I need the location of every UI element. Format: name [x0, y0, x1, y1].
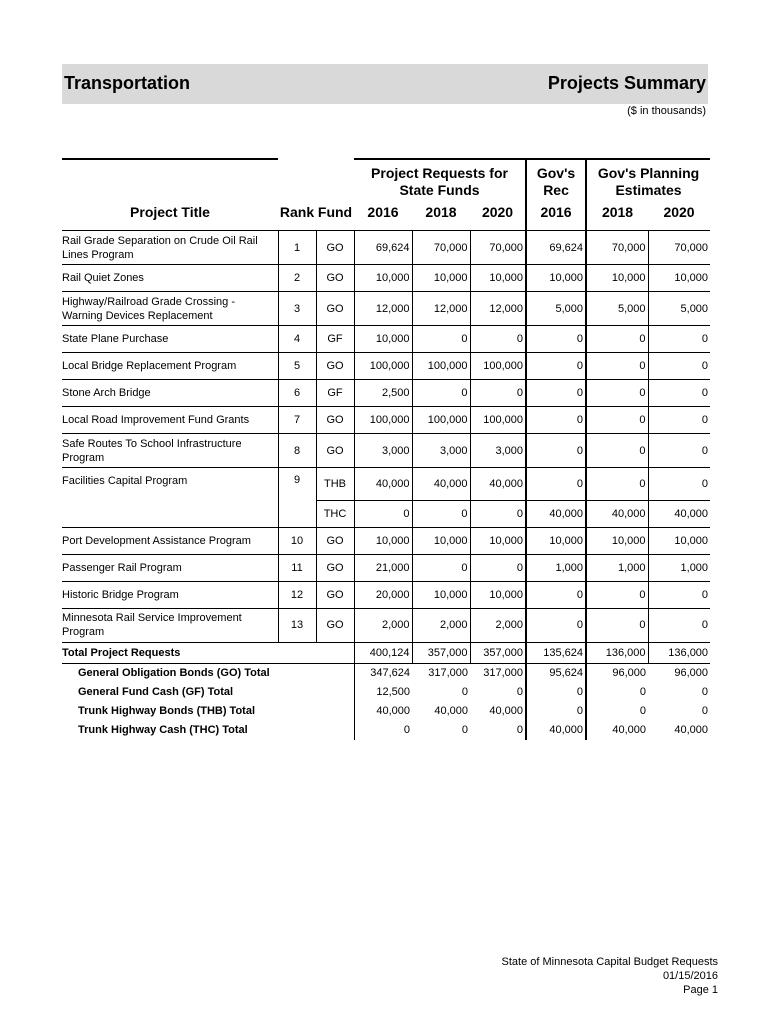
table-row: [62, 231, 710, 265]
value-cell-p2020: 0: [648, 353, 710, 380]
value-cell-p2020: 5,000: [648, 292, 710, 326]
subtotal-value-p2018: 96,000: [586, 663, 648, 683]
header-blank: [62, 159, 278, 204]
value-cell-r2016: 20,000: [354, 581, 412, 608]
project-title-cell: Facilities Capital Program: [62, 475, 188, 487]
value-cell-r2018: 40,000: [412, 468, 470, 501]
value-cell-p2018: 0: [586, 407, 648, 434]
total-value-r2016: 400,124: [354, 642, 412, 663]
subtotal-value-r2016: 0: [354, 721, 412, 740]
subtotal-value-r2016: 347,624: [354, 663, 412, 683]
table-row: [62, 265, 710, 292]
subtotal-value-r2018: 317,000: [428, 667, 468, 679]
table-row: [62, 407, 710, 434]
value-cell-r2018: 2,000: [412, 608, 470, 642]
table-row: [62, 527, 710, 554]
fund-cell: GF: [316, 380, 354, 407]
total-value-r2018: 357,000: [412, 642, 470, 663]
footer-date: 01/15/2016: [662, 970, 718, 982]
subtotal-label: Trunk Highway Cash (THC) Total: [78, 724, 248, 736]
subtotal-value-r2016: 40,000: [354, 702, 412, 721]
value-cell-p2020: 0: [648, 608, 710, 642]
value-cell-r2016: 100,000: [354, 353, 412, 380]
value-cell-p2020: 0: [648, 380, 710, 407]
value-cell-p2020: 0: [648, 407, 710, 434]
project-title-cell: Local Bridge Replacement Program: [62, 353, 278, 380]
value-cell-p2018: 70,000: [586, 231, 648, 265]
rank-cell: 7: [278, 407, 316, 434]
rank-cell: 10: [278, 527, 316, 554]
value-cell-p2020: 10,000: [648, 265, 710, 292]
fund-cell: GO: [316, 581, 354, 608]
rank-cell: 12: [278, 581, 316, 608]
project-title-cell: Highway/Railroad Grade Crossing - Warning Devices Replacement: [62, 292, 278, 326]
col-header-plan-2018: 2018: [586, 204, 648, 231]
group-header-requests: Project Requests for State Funds: [354, 159, 526, 204]
rank-cell: 9: [278, 468, 316, 501]
value-cell-r2020: 10,000: [470, 265, 526, 292]
value-cell-r2018: 12,000: [412, 292, 470, 326]
value-cell-p2020: 70,000: [648, 231, 710, 265]
fund-cell: GO: [316, 554, 354, 581]
subtotal-value-g2016: 0: [526, 683, 586, 702]
value-cell-p2018: 0: [586, 434, 648, 468]
value-cell-p2020: 0: [648, 434, 710, 468]
value-cell-g2016: 0: [526, 380, 586, 407]
value-cell-p2018: 10,000: [586, 527, 648, 554]
value-cell-r2016: 10,000: [354, 265, 412, 292]
value-cell-r2016: 2,500: [354, 380, 412, 407]
rank-cell: 2: [278, 265, 316, 292]
table-row: [62, 581, 710, 608]
rank-cell: 13: [278, 608, 316, 642]
total-value-p2020: 136,000: [648, 642, 710, 663]
value-cell-r2020: 0: [470, 380, 526, 407]
value-cell-g2016: 0: [526, 468, 586, 501]
subtotal-value-p2018: 40,000: [586, 721, 648, 740]
value-cell-r2020: 10,000: [470, 527, 526, 554]
fund-cell: GO: [316, 292, 354, 326]
value-cell-g2016: 10,000: [526, 265, 586, 292]
subtotal-value-p2020: 96,000: [674, 667, 709, 679]
value-cell-r2018: 3,000: [412, 434, 470, 468]
value-cell-p2020: 40,000: [648, 500, 710, 527]
subtotal-value-r2020: 40,000: [489, 705, 524, 717]
table-row: [62, 353, 710, 380]
fund-cell: THC: [316, 500, 354, 527]
value-cell-g2016: 10,000: [526, 527, 586, 554]
value-cell-r2020: 40,000: [470, 468, 526, 501]
project-title-cell: Passenger Rail Program: [62, 554, 278, 581]
col-header-fund: Fund: [316, 204, 354, 231]
value-cell-p2018: 0: [586, 608, 648, 642]
value-cell-r2016: 10,000: [354, 527, 412, 554]
subtotal-label: General Fund Cash (GF) Total: [78, 686, 234, 698]
group-header-planning: Gov's Planning Estimates: [586, 159, 710, 204]
total-value-r2020: 357,000: [470, 642, 526, 663]
table-row: [62, 500, 710, 527]
rank-cell: 6: [278, 380, 316, 407]
total-value-p2018: 136,000: [586, 642, 648, 663]
subtotal-value-r2020: 0: [516, 724, 524, 736]
value-cell-p2018: 0: [586, 380, 648, 407]
value-cell-p2018: 40,000: [586, 500, 648, 527]
value-cell-g2016: 40,000: [526, 500, 586, 527]
subtotal-row: [62, 721, 710, 740]
fund-cell: GO: [316, 407, 354, 434]
fund-cell: GO: [316, 608, 354, 642]
units-note: ($ in thousands): [627, 105, 706, 117]
value-cell-r2020: 0: [470, 554, 526, 581]
value-cell-p2018: 10,000: [586, 265, 648, 292]
fund-cell: GO: [316, 231, 354, 265]
project-title-cell: Rail Quiet Zones: [62, 265, 278, 292]
value-cell-p2020: 10,000: [648, 527, 710, 554]
value-cell-r2020: 100,000: [470, 407, 526, 434]
total-label: Total Project Requests: [62, 642, 354, 663]
subtotal-value-p2020: 0: [701, 686, 709, 698]
value-cell-r2016: 100,000: [354, 407, 412, 434]
value-cell-r2020: 10,000: [470, 581, 526, 608]
fund-cell: GO: [316, 265, 354, 292]
table-row: [62, 292, 710, 326]
project-title-cell: Local Road Improvement Fund Grants: [62, 407, 278, 434]
value-cell-r2018: 10,000: [412, 581, 470, 608]
projects-summary-table: [62, 158, 710, 740]
value-cell-r2020: 3,000: [470, 434, 526, 468]
value-cell-r2016: 12,000: [354, 292, 412, 326]
value-cell-r2016: 69,624: [354, 231, 412, 265]
col-header-rank: Rank: [278, 204, 316, 231]
report-title: Projects Summary: [547, 73, 706, 93]
value-cell-g2016: 1,000: [526, 554, 586, 581]
value-cell-r2018: 100,000: [412, 407, 470, 434]
value-cell-p2020: 0: [648, 468, 710, 501]
table-row: [62, 434, 710, 468]
value-cell-r2020: 0: [470, 500, 526, 527]
subtotal-value-r2018: 0: [461, 686, 468, 698]
value-cell-p2018: 0: [586, 326, 648, 353]
subtotal-value-r2018: 0: [461, 724, 468, 736]
value-cell-g2016: 0: [526, 326, 586, 353]
rank-cell: 1: [278, 231, 316, 265]
subtotal-value-p2020: 40,000: [674, 724, 709, 736]
rank-cell: 3: [278, 292, 316, 326]
project-title-cell: Historic Bridge Program: [62, 581, 278, 608]
total-row: [62, 642, 710, 663]
value-cell-p2020: 0: [648, 326, 710, 353]
value-cell-r2020: 2,000: [470, 608, 526, 642]
rank-cell: 8: [278, 434, 316, 468]
project-title-cell: State Plane Purchase: [62, 326, 278, 353]
subtotal-value-g2016: 40,000: [526, 721, 586, 740]
col-header-project-title: Project Title: [62, 204, 278, 231]
subtotal-value-r2020: 317,000: [483, 667, 524, 679]
fund-cell: GO: [316, 527, 354, 554]
value-cell-r2016: 40,000: [354, 468, 412, 501]
project-title-cell: Port Development Assistance Program: [62, 527, 278, 554]
subtotal-row: [62, 702, 710, 721]
footer-page-number: Page 1: [683, 984, 718, 996]
subtotal-value-r2020: 0: [516, 686, 524, 698]
value-cell-r2018: 0: [412, 554, 470, 581]
project-title-cell: Minnesota Rail Service Improvement Program: [62, 608, 278, 642]
subtotal-value-p2020: 0: [701, 705, 709, 717]
value-cell-g2016: 5,000: [526, 292, 586, 326]
group-header-govrec: Gov's Rec: [526, 159, 586, 204]
project-title-cell: [62, 500, 278, 527]
value-cell-p2020: 0: [648, 581, 710, 608]
project-title-cell: Stone Arch Bridge: [62, 380, 278, 407]
value-cell-r2018: 0: [412, 380, 470, 407]
value-cell-p2018: 5,000: [586, 292, 648, 326]
rank-cell: 11: [278, 554, 316, 581]
value-cell-r2016: 10,000: [354, 326, 412, 353]
project-title-cell: Rail Grade Separation on Crude Oil Rail Lines Program: [62, 231, 278, 265]
value-cell-g2016: 0: [526, 581, 586, 608]
value-cell-r2016: 0: [354, 500, 412, 527]
value-cell-r2018: 0: [412, 326, 470, 353]
value-cell-r2016: 21,000: [354, 554, 412, 581]
subtotal-value-p2018: 0: [586, 702, 648, 721]
value-cell-g2016: 0: [526, 608, 586, 642]
value-cell-g2016: 0: [526, 407, 586, 434]
page-footer: [502, 955, 718, 997]
table-row: [62, 554, 710, 581]
subtotal-value-g2016: 0: [526, 702, 586, 721]
col-header-req-2020: 2020: [470, 204, 526, 231]
value-cell-r2020: 12,000: [470, 292, 526, 326]
rank-cell: 4: [278, 326, 316, 353]
value-cell-p2018: 1,000: [586, 554, 648, 581]
value-cell-r2018: 10,000: [412, 265, 470, 292]
total-value-g2016: 135,624: [526, 642, 586, 663]
subtotal-label: Trunk Highway Bonds (THB) Total: [78, 705, 256, 717]
fund-cell: GO: [316, 353, 354, 380]
subtotal-row: [62, 663, 710, 683]
fund-cell: GO: [316, 434, 354, 468]
col-header-req-2018: 2018: [412, 204, 470, 231]
subtotal-row: [62, 683, 710, 702]
value-cell-r2020: 0: [470, 326, 526, 353]
subtotal-value-p2018: 0: [586, 683, 648, 702]
table-row: [62, 608, 710, 642]
subtotal-value-r2018: 40,000: [434, 705, 468, 717]
value-cell-p2018: 0: [586, 581, 648, 608]
value-cell-r2018: 70,000: [412, 231, 470, 265]
rank-cell: 5: [278, 353, 316, 380]
title-bar: [62, 64, 708, 104]
table-row: [62, 326, 710, 353]
rank-cell: [278, 500, 316, 527]
value-cell-r2016: 2,000: [354, 608, 412, 642]
value-cell-r2020: 70,000: [470, 231, 526, 265]
value-cell-r2020: 100,000: [470, 353, 526, 380]
subtotal-label: General Obligation Bonds (GO) Total: [78, 667, 270, 679]
value-cell-p2018: 0: [586, 468, 648, 501]
table-row: [62, 468, 710, 501]
col-header-plan-2020: 2020: [648, 204, 710, 231]
value-cell-r2016: 3,000: [354, 434, 412, 468]
table-row: [62, 380, 710, 407]
value-cell-g2016: 0: [526, 434, 586, 468]
value-cell-g2016: 69,624: [526, 231, 586, 265]
col-header-rec-2016: 2016: [526, 204, 586, 231]
subtotal-value-r2016: 12,500: [354, 683, 412, 702]
project-title-cell: Safe Routes To School Infrastructure Program: [62, 434, 278, 468]
fund-cell: GF: [316, 326, 354, 353]
subtotal-value-g2016: 95,624: [526, 663, 586, 683]
value-cell-p2018: 0: [586, 353, 648, 380]
department-title: Transportation: [64, 73, 191, 93]
value-cell-p2020: 1,000: [648, 554, 710, 581]
fund-cell: THB: [316, 468, 354, 501]
footer-source: State of Minnesota Capital Budget Requests: [501, 956, 718, 968]
value-cell-g2016: 0: [526, 353, 586, 380]
value-cell-r2018: 0: [412, 500, 470, 527]
value-cell-r2018: 100,000: [412, 353, 470, 380]
value-cell-r2018: 10,000: [412, 527, 470, 554]
col-header-req-2016: 2016: [354, 204, 412, 231]
